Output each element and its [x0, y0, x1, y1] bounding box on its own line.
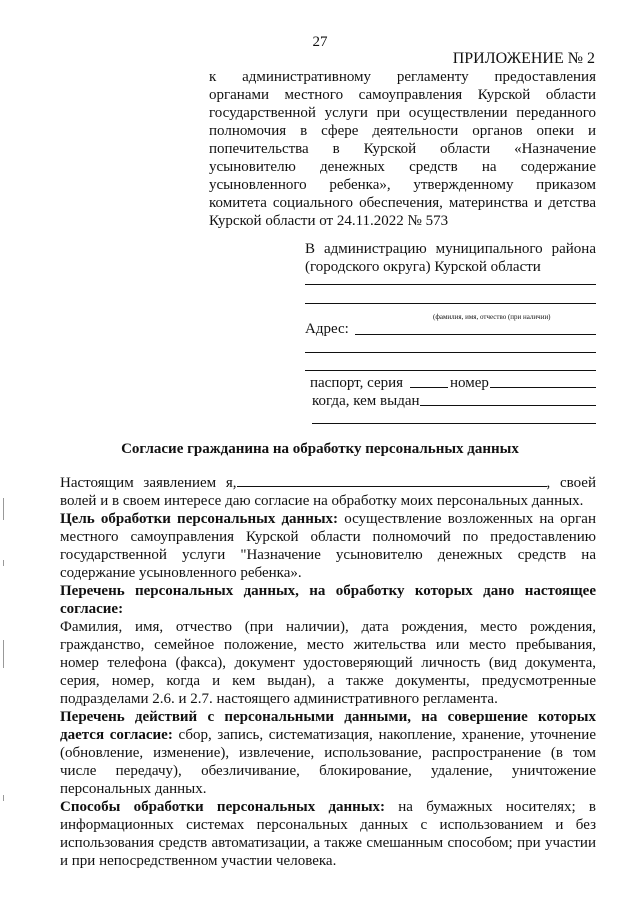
- scan-mark: [3, 795, 4, 801]
- issued-label: когда, кем выдан: [312, 393, 420, 409]
- consent-body: [60, 474, 596, 870]
- list-text: Фамилия, имя, отчество (при наличии), дата рождения, место рождения, гражданство, семейное положение, место жительства или место пребывания, номер телефона (факса), документ удостоверяющий личность (вид документа, серия, номер, когда и кем выдан), а также документы, предусмотренные подразделами 2.6. и 2.7. настоящего административного регламента.: [60, 619, 596, 707]
- appendix-line: попечительства в Курской области «Назначение: [209, 141, 596, 157]
- issued-field[interactable]: [312, 423, 596, 424]
- fio-field-line[interactable]: [305, 303, 596, 304]
- actions-text: сбор, запись, систематизация, накопление, хранение, уточнение (обновление, изменение), извлечение, использование, распространение (в том числе передачу), обезличивание, блокирование, удаление, уничтожение персональных данных.: [60, 727, 596, 797]
- page-number: 27: [312, 34, 328, 50]
- consent-statement: волей и в своем интересе даю согласие на обработку моих персональных данных.: [60, 493, 584, 509]
- address-field-line[interactable]: [305, 370, 596, 371]
- methods-paragraph: [60, 798, 596, 870]
- purpose-label: Цель обработки персональных данных:: [60, 511, 339, 527]
- appendix-reference: [209, 68, 596, 230]
- appendix-line: Курской области от 24.11.2022 № 573: [209, 213, 449, 229]
- name-line: [60, 474, 596, 492]
- appendix-line: усыновленного ребенка», утвержденному приказом: [209, 177, 596, 193]
- scan-mark: [3, 640, 4, 668]
- addressee-line: В администрацию муниципального района: [305, 241, 596, 257]
- appendix-line: государственной услуги при осуществлении переданного: [209, 105, 596, 121]
- consent-heading: Согласие гражданина на обработку персональных данных: [121, 441, 519, 457]
- addressee-line: (городского округа) Курской области: [305, 259, 541, 275]
- passport-number-field[interactable]: [490, 387, 596, 388]
- passport-number-label: номер: [450, 375, 489, 391]
- actions-label: Перечень действий с персональными данными, на совершение которых дается согласие:: [60, 709, 596, 743]
- appendix-title: ПРИЛОЖЕНИЕ № 2: [452, 50, 595, 67]
- passport-series-field[interactable]: [410, 387, 448, 388]
- methods-text: на бумажных носителях; в информационных системах персональных данных с использованием и без использования средств автоматизации, а также смешанным способом; при участии и при непосредственном участии человека.: [60, 799, 596, 869]
- passport-series-label: паспорт, серия: [310, 375, 404, 391]
- fio-field-line[interactable]: [305, 284, 596, 285]
- name-line-end: , своей: [546, 475, 596, 491]
- address-field-line[interactable]: [355, 334, 596, 335]
- address-label: Адрес:: [305, 321, 349, 337]
- methods-label: Способы обработки персональных данных:: [60, 799, 386, 815]
- fio-hint: (фамилия, имя, отчество (при наличии): [433, 313, 551, 321]
- issued-field[interactable]: [420, 405, 596, 406]
- addressee-block: [305, 240, 596, 276]
- appendix-line: полномочия в сфере деятельности органов опеки и: [209, 123, 596, 139]
- appendix-line: к административному регламенту предоставления: [209, 69, 596, 85]
- appendix-line: усыновителю денежных средств на содержание: [209, 159, 596, 175]
- appendix-line: органами местного самоуправления Курской области: [209, 87, 596, 103]
- list-label: Перечень персональных данных, на обработку которых дано настоящее согласие:: [60, 583, 596, 617]
- scan-mark: [3, 560, 4, 566]
- scan-mark: [3, 498, 4, 520]
- purpose-paragraph: [60, 510, 596, 582]
- appendix-line: комитета социального обеспечения, материнства и детства: [209, 195, 596, 211]
- name-line-start: Настоящим заявлением я,: [60, 475, 237, 491]
- address-field-line[interactable]: [305, 352, 596, 353]
- purpose-text: осуществление возложенных на орган местного самоуправления Курской области полномочий по предоставлению государственной услуги "Назначение усыновителю денежных средств на содержание усыновленного ребенка».: [60, 511, 596, 581]
- actions-paragraph: [60, 708, 596, 798]
- name-field[interactable]: [237, 474, 547, 487]
